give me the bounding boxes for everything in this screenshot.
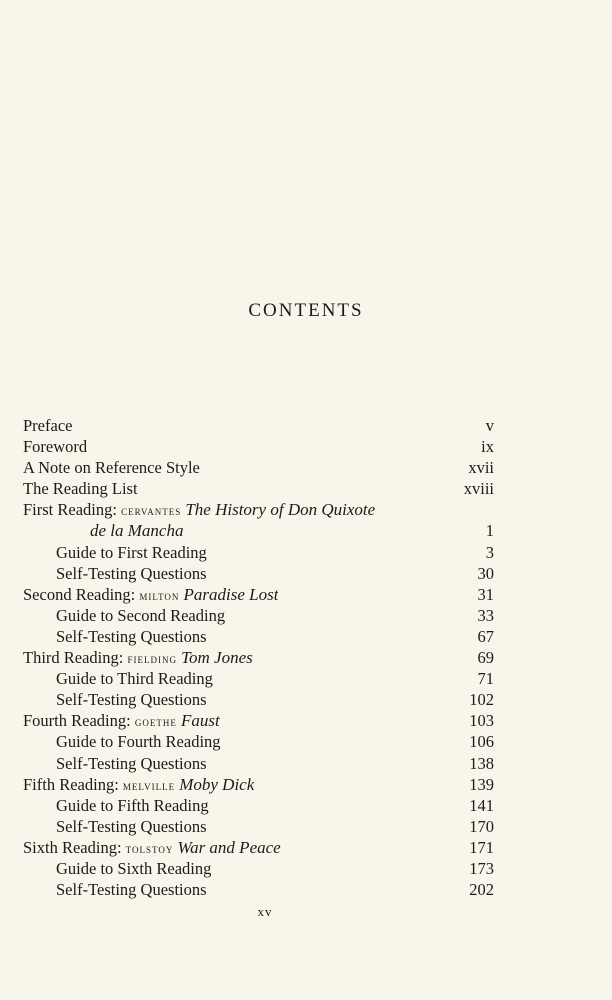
toc-page-number: 171 — [469, 837, 494, 857]
toc-entry-label — [23, 647, 253, 669]
toc-page-number: 106 — [469, 732, 494, 752]
toc-entry-label: Guide to Fifth Reading — [56, 795, 209, 815]
work-title: Tom Jones — [181, 648, 253, 668]
reading-prefix: Third Reading: — [23, 648, 124, 668]
author-name: cervantes — [121, 503, 182, 519]
toc-reading-entry — [23, 710, 494, 731]
toc-entry-label — [23, 584, 278, 606]
toc-reading-entry — [23, 584, 494, 605]
author-name: tolstoy — [125, 840, 174, 856]
toc-entry-label: Self-Testing Questions — [56, 690, 207, 710]
toc-entry-label: Preface — [23, 416, 73, 435]
reading-prefix: Sixth Reading: — [23, 837, 122, 857]
toc-page-number: xviii — [463, 479, 494, 499]
page-folio: xv — [257, 904, 273, 919]
author-name: melville — [122, 777, 176, 793]
toc-page-number: 69 — [477, 648, 494, 668]
author-name: fielding — [127, 651, 177, 667]
toc-entry — [23, 753, 494, 774]
toc-entry-label — [23, 710, 220, 732]
toc-reading-entry — [23, 774, 494, 795]
toc-entry — [23, 795, 494, 816]
work-title: Moby Dick — [179, 774, 255, 794]
toc-entry — [23, 858, 494, 879]
toc-entry-label: Guide to Second Reading — [56, 605, 226, 625]
toc-entry-label: Foreword — [23, 437, 88, 457]
toc-page-number: xvii — [468, 458, 494, 478]
toc-entry-label: Guide to First Reading — [56, 542, 207, 562]
author-name: milton — [139, 587, 180, 603]
toc-entry — [23, 542, 494, 563]
work-title: Faust — [180, 711, 220, 731]
toc-entry — [23, 415, 494, 436]
toc-reading-entry — [23, 499, 494, 520]
toc-page-number: 202 — [469, 880, 494, 900]
toc-entry — [23, 626, 494, 647]
toc-entry-label: Guide to Fourth Reading — [56, 732, 221, 752]
toc-entry-label — [23, 520, 183, 541]
toc-page-number: 139 — [469, 774, 494, 794]
toc-entry — [23, 436, 494, 457]
work-title: The History of Don Quixote — [185, 500, 376, 520]
toc-page-number: 71 — [477, 669, 494, 689]
toc-entry — [23, 879, 494, 900]
toc-page-number: 67 — [477, 626, 494, 646]
author-name: goethe — [134, 714, 177, 730]
toc-entry — [23, 689, 494, 710]
toc-entry-label: Self-Testing Questions — [56, 563, 207, 583]
toc-entry-label: Self-Testing Questions — [56, 880, 207, 900]
toc-entry-label — [23, 837, 281, 859]
toc-entry-label: Self-Testing Questions — [56, 816, 207, 836]
toc-entry-label: A Note on Reference Style — [23, 458, 200, 478]
reading-prefix: Second Reading: — [23, 584, 136, 604]
toc-page-number: 173 — [469, 858, 494, 878]
toc-entry — [23, 668, 494, 689]
table-of-contents — [23, 415, 494, 900]
toc-page-number: 3 — [485, 542, 494, 562]
work-title: de la Mancha — [90, 521, 184, 541]
work-title: Paradise Lost — [183, 584, 279, 604]
reading-prefix: First Reading: — [23, 500, 117, 520]
toc-page-number: 1 — [485, 521, 494, 541]
toc-entry — [23, 478, 494, 499]
toc-reading-entry — [23, 837, 494, 858]
toc-page-number: 33 — [477, 605, 494, 625]
toc-entry — [23, 731, 494, 752]
toc-entry — [23, 816, 494, 837]
reading-prefix: Fourth Reading: — [23, 711, 131, 731]
toc-entry-label: Self-Testing Questions — [56, 753, 207, 773]
toc-page-number: 102 — [469, 690, 494, 710]
work-title: War and Peace — [177, 837, 281, 857]
toc-entry-label: Guide to Sixth Reading — [56, 858, 212, 878]
toc-entry-label — [23, 774, 254, 796]
toc-page-number: 141 — [469, 795, 494, 815]
toc-entry — [23, 605, 494, 626]
toc-page-number: 30 — [477, 563, 494, 583]
toc-entry — [23, 563, 494, 584]
toc-page-number: 138 — [469, 753, 494, 773]
toc-entry — [23, 457, 494, 478]
toc-entry-continuation — [23, 520, 494, 541]
toc-page-number: v — [485, 416, 494, 435]
toc-reading-entry — [23, 647, 494, 668]
reading-prefix: Fifth Reading: — [23, 774, 119, 794]
toc-page-number: ix — [481, 437, 494, 457]
page-title: CONTENTS — [248, 300, 364, 321]
toc-page-number: 31 — [477, 584, 494, 604]
toc-entry-label: Guide to Third Reading — [56, 669, 213, 689]
toc-page-number: 103 — [469, 711, 494, 731]
toc-entry-label — [23, 499, 375, 521]
toc-page-number: 170 — [469, 816, 494, 836]
toc-entry-label: Self-Testing Questions — [56, 626, 207, 646]
toc-entry-label: The Reading List — [23, 479, 138, 499]
